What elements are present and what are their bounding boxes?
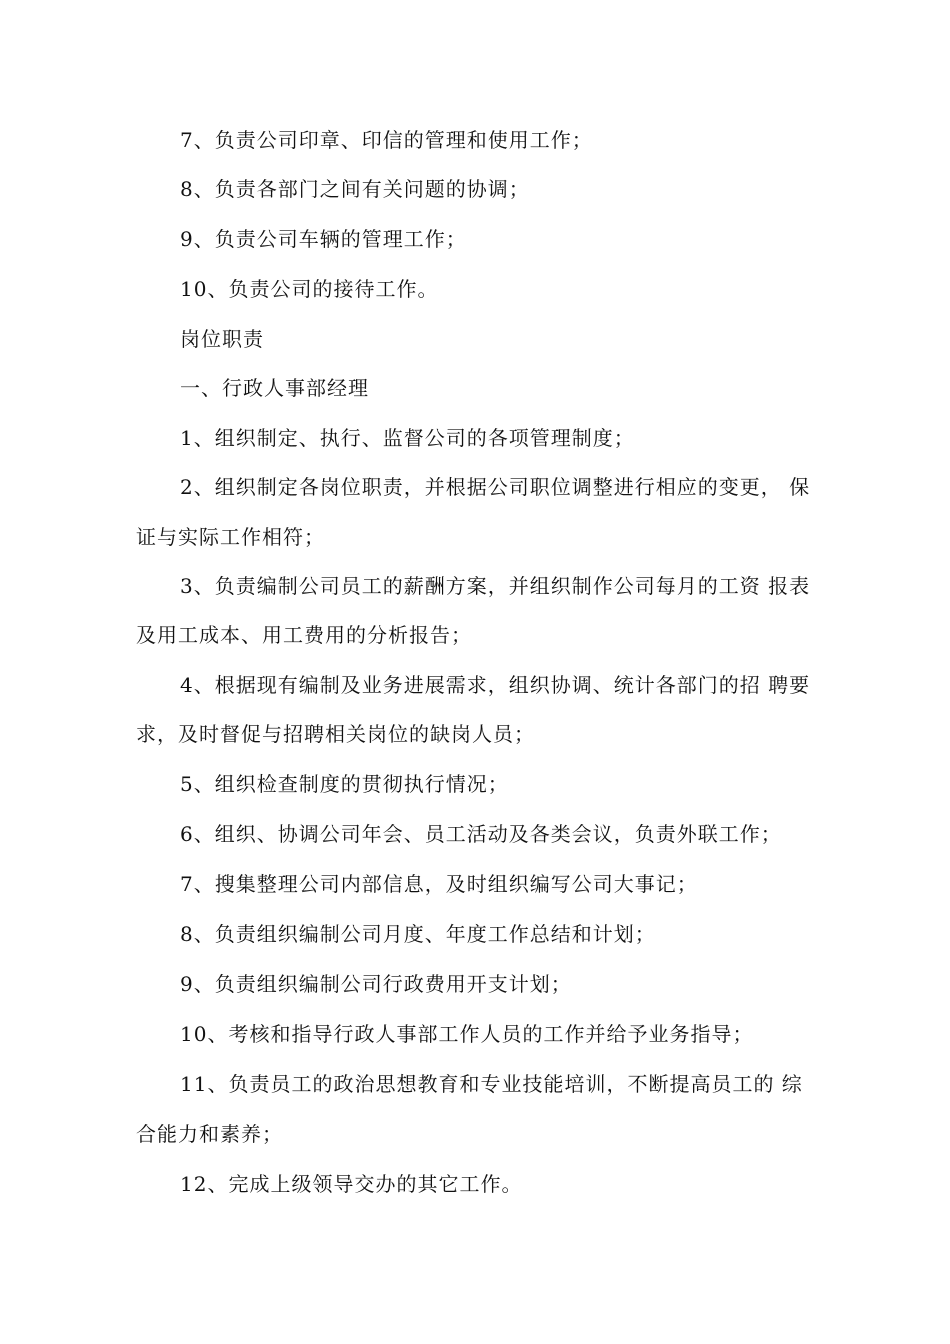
manager-duty-10: 10、考核和指导行政人事部工作人员的工作并给予业务指导；: [180, 1022, 754, 1046]
duty-line-8-coordination: 8、负责各部门之间有关问题的协调；: [180, 177, 530, 201]
manager-duty-3-continued: 及用工成本、用工费用的分析报告；: [136, 623, 472, 647]
manager-duty-9: 9、负责组织编制公司行政费用开支计划；: [180, 972, 572, 996]
manager-duty-7: 7、搜集整理公司内部信息，及时组织编写公司大事记；: [180, 872, 698, 896]
duty-line-10-reception: 10、负责公司的接待工作。: [180, 277, 439, 301]
manager-duty-5: 5、组织检查制度的贯彻执行情况；: [180, 772, 509, 796]
manager-duty-2: 2、组织制定各岗位职责，并根据公司职位调整进行相应的变更， 保: [180, 475, 811, 499]
manager-duty-1: 1、组织制定、执行、监督公司的各项管理制度；: [180, 426, 635, 450]
manager-duty-6: 6、组织、协调公司年会、员工活动及各类会议，负责外联工作；: [180, 822, 782, 846]
subsection-heading-manager: 一、行政人事部经理: [180, 376, 369, 400]
manager-duty-11: 11、负责员工的政治思想教育和专业技能培训，不断提高员工的 综: [180, 1072, 803, 1096]
duty-line-7-seal: 7、负责公司印章、印信的管理和使用工作；: [180, 128, 593, 152]
manager-duty-3: 3、负责编制公司员工的薪酬方案，并组织制作公司每月的工资 报表: [180, 574, 811, 598]
section-heading-job-duties: 岗位职责: [180, 327, 264, 351]
manager-duty-8: 8、负责组织编制公司月度、年度工作总结和计划；: [180, 922, 656, 946]
manager-duty-12: 12、完成上级领导交办的其它工作。: [180, 1172, 523, 1196]
manager-duty-4-continued: 求，及时督促与招聘相关岗位的缺岗人员；: [136, 722, 535, 746]
duty-line-9-vehicles: 9、负责公司车辆的管理工作；: [180, 227, 467, 251]
manager-duty-11-continued: 合能力和素养；: [136, 1122, 283, 1146]
manager-duty-2-continued: 证与实际工作相符；: [136, 525, 325, 549]
manager-duty-4: 4、根据现有编制及业务进展需求，组织协调、统计各部门的招 聘要: [180, 673, 811, 697]
